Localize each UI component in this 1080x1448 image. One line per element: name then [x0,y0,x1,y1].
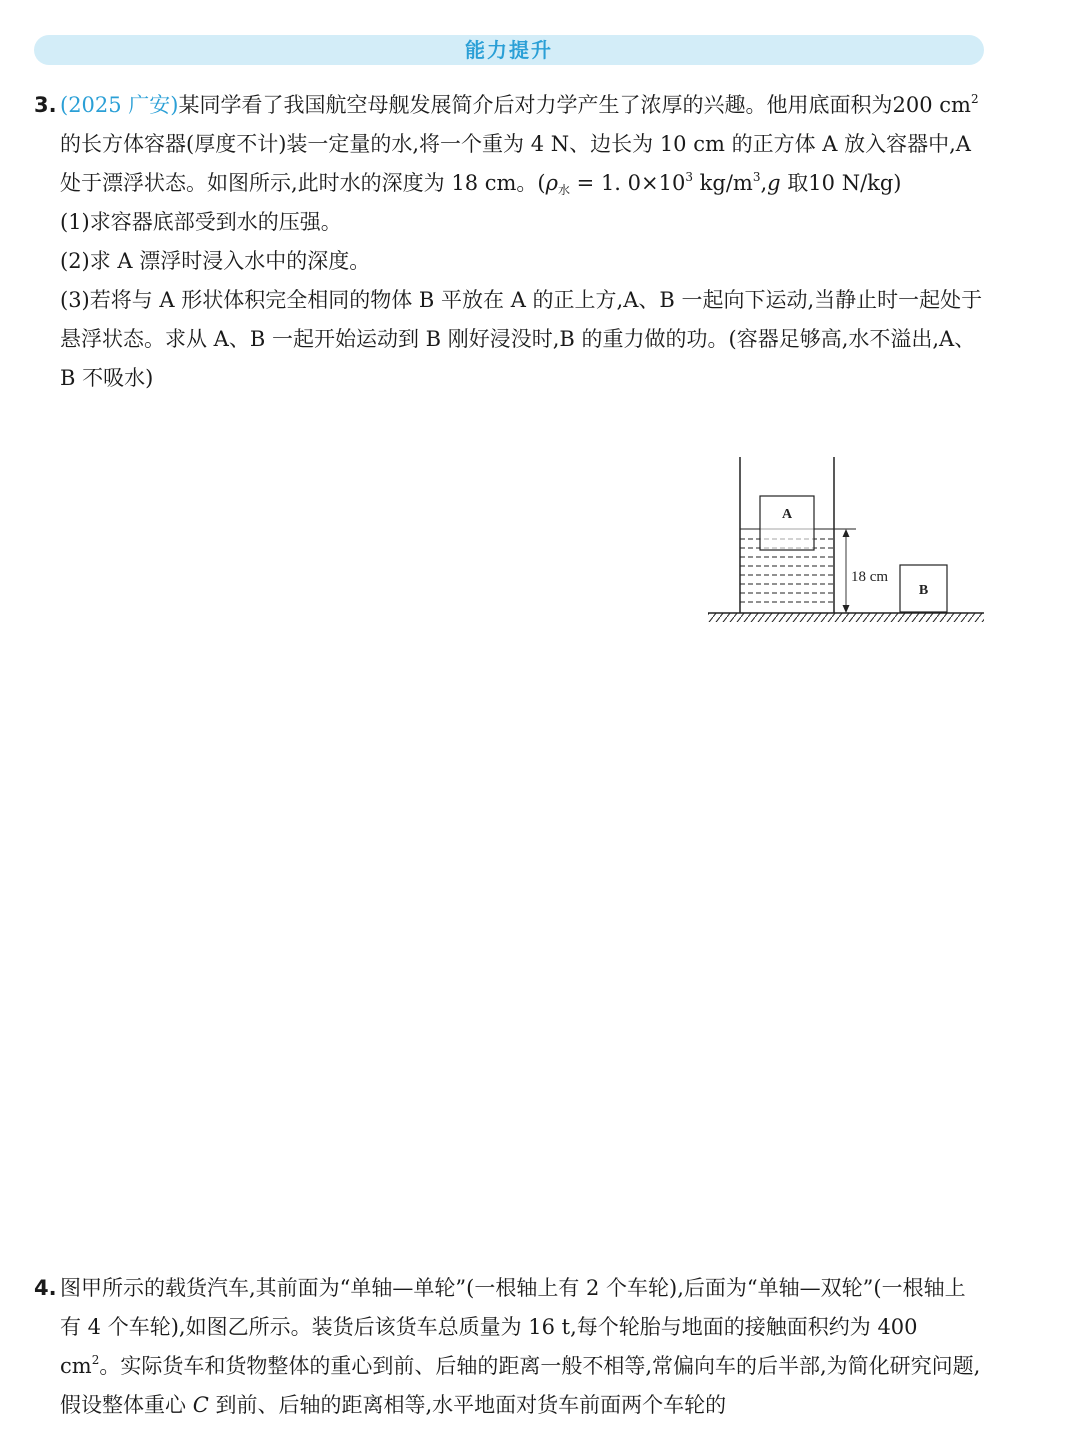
block-a [760,496,814,550]
question-4-stem: 4. 图甲所示的载货汽车,其前面为“单轴—单轮”(一根轴上有 2 个车轮),后面为“单轴—双轮”(一根轴上有 4 个车轮),如图乙所示。装货后该货车总质量为 16 t,每个轮胎与地面的接触面积约为 400 $cm^2$。实际货车和货物整体的重心到前、后轴的距离一般不相等,常偏向车的后半部,为简化研究问题,假设整体重心 C 到前、后轴的距离相等,水平地面对货车前面两个车轮的 [34,1269,984,1425]
question-3 [34,86,984,398]
question-source: (2025 广安) [60,93,179,117]
depth-label: 18 cm [851,569,889,585]
question-4-number: 4. [34,1276,57,1300]
question-3-part-1: (1)求容器底部受到水的压强。 [60,210,342,234]
block-b-label: B [918,583,929,598]
question-3-stem: 3. (2025 广安)某同学看了我国航空母舰发展简介后对力学产生了浓厚的兴趣。他用底面积为200 $cm^2$ 的长方体容器(厚度不计)装一定量的水,将一个重为 4 N、边长为 10 cm 的正方体 A 放入容器中,A 处于漂浮状态。如图所示,此时水的深度为 18 cm。($\rho_水 = 1$. $0\times 10^3$ $kg/m^3,g$ 取10 N/kg) [34,86,984,203]
question-4 [34,1269,984,1425]
ground-hatching [708,613,984,622]
container-diagram [706,455,986,625]
block-a-label: A [781,507,793,522]
section-banner: 能力提升 [34,35,984,65]
question-3-part-2: (2)求 A 漂浮时浸入水中的深度。 [60,249,371,273]
question-3-part-3: (3)若将与 A 形状体积完全相同的物体 B 平放在 A 的正上方,A、B 一起向下运动,当静止时一起处于悬浮状态。求从 A、B 一起开始运动到 B 刚好浸没时,B 的重力做的功。(容器足够高,水不溢出,A、B 不吸水) [60,288,983,390]
question-3-number: 3. [34,93,57,117]
